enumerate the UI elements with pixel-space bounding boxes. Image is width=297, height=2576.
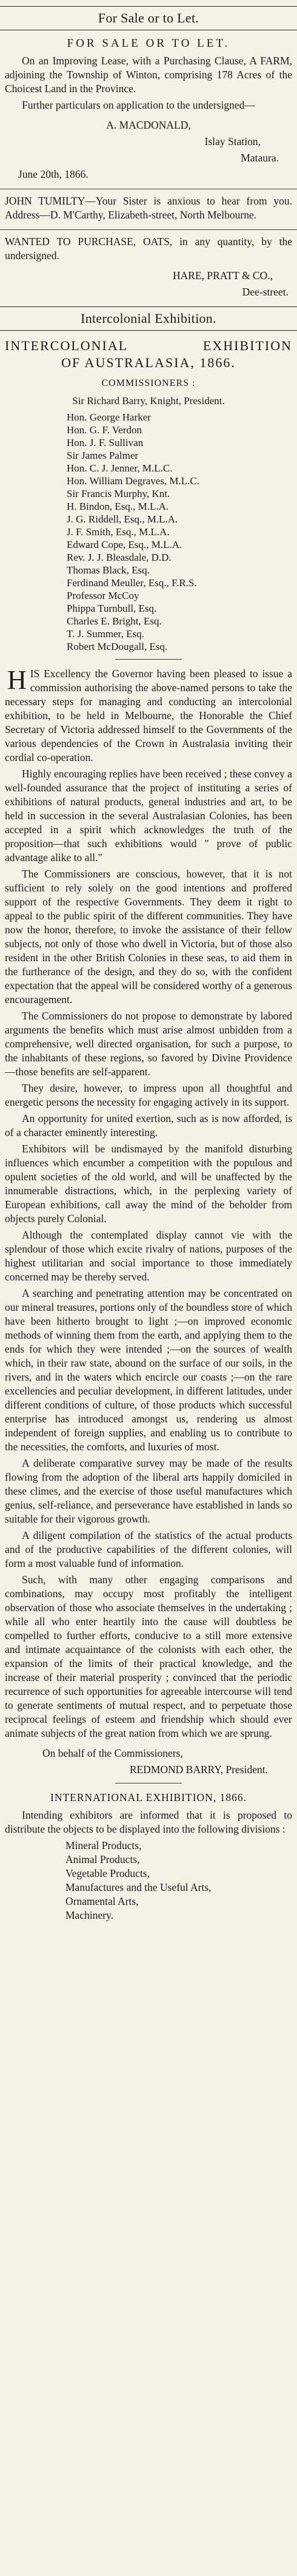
tumilty-ad-text: JOHN TUMILTY—Your Sister is anxious to hear from you. Address—D. M'Carthy, Elizabeth-street, North Melbourne. — [5, 195, 292, 221]
division-item: Ornamental Arts, — [65, 1895, 139, 1907]
address-paragraph: The Commissioners do not propose to demonstrate by labored arguments the benefits which must arise almost unbidden from a comprehensive, well directed organisation, for such a purpose, to the inhabitants of these regions, so favored by Divine Providence—those benefits are self-apparent. — [5, 1010, 292, 1078]
commissioner-name: Ferdinand Meuller, Esq., F.R.S. — [67, 577, 197, 589]
sale-ad-body: On an Improving Lease, with a Purchasing Clause, A FARM, adjoining the Township of Winton, comprising 178 Acres of the Choicest Land in the Province. — [5, 55, 292, 95]
intercolonial-title — [0, 338, 297, 371]
address-paragraph: Although the contemplated display cannot vie with the splendour of those which excite rivalry of nations, purposes of the highest utilitarian and social importance to those immediately concerned may be thereby served. — [5, 1229, 292, 1283]
international-intro: Intending exhibitors are informed that it is proposed to distribute the objects to be displayed into the following divisions : — [5, 1809, 292, 1835]
commissioners-label: COMMISSIONERS : — [101, 378, 196, 388]
address-paragraph: They desire, however, to impress upon all thoughtful and energetic persons the necessity for engaging actively in its support. — [5, 1082, 292, 1108]
wanted-ad-title: WANTED TO PURCHASE, OATS, in any quantity, by the undersigned. — [5, 235, 292, 262]
sale-ad-title: FOR SALE OR TO LET. — [67, 37, 230, 50]
sale-ad-signer: A. MACDONALD, — [106, 119, 191, 131]
intercolonial-header — [0, 306, 297, 331]
commissioners-list — [0, 411, 297, 653]
redmond-barry-signer: REDMOND BARRY, President. — [129, 1763, 268, 1776]
commissioner-name: J. F. Smith, Esq., M.L.A. — [67, 526, 170, 538]
commissioner-name: Hon. William Degraves, M.L.C. — [67, 475, 200, 487]
commissioner-name: T. J. Summer, Esq. — [67, 628, 144, 640]
commissioner-name: Hon. George Harker — [67, 411, 151, 423]
sale-ad — [0, 36, 297, 181]
address-paragraph: A searching and penetrating attention may be concentrated on our mineral treasures, portions only of the boundless store of which have been hitherto brought to light ;—on improved economic methods of winning them from the earth, and applying them to the ends for which they were intended ;—on the sources of wealth which, in their raw state, abound on the surface of our soils, in the rivers, and in the waters which encircle our coasts ;—on the rare excellencies and peculiar development, in different latitudes, under different conditions of culture, of those products which successful enterprise has introduced amongst us, rendering us almost independent of foreign supplies, and enabling us to contribute to the necessities, the comforts, and luxuries of most. — [5, 1287, 292, 1453]
commissioner-name: Rev. J. J. Bleasdale, D.D. — [67, 552, 172, 563]
address-paragraph: The Commissioners are conscious, however, that it is not sufficient to rely solely on the good intentions and proffered support of the respective Governments. They deem it right to appeal to the public spirit of the different communities. They have now the honor, therefore, to invoke the assistance of their fellow subjects, not only of those who dwell in Victoria, but of those also resident in the other British Colonies in these seas, to aid them in the furtherance of the design, and they do so, with the confident expectation that the appeal will be considered worthy of a generous encouragement. — [5, 868, 292, 1006]
address-body — [0, 667, 297, 1740]
tumilty-ad — [0, 194, 297, 222]
division-item: Mineral Products, — [65, 1839, 142, 1851]
commissioner-name: Edward Cope, Esq., M.L.A. — [67, 539, 182, 550]
address-paragraph: Such, with many other engaging comparisons and combinations, may occupy most profitably the intelligent observation of those who associate themselves in the undertaking ; while all who enter heartily into the cause will doubtless be compelled to further efforts, conducive to a still more extensive and intimate acquaintance of the colonists with each other, the expansion of the limits of their practical knowledge, and the increase of their material prosperity ; convinced that the periodic recurrence of such opportunities for agreeable intercourse will tend to generate sentiments of mutual respect, and to perpetuate those reciprocal feelings of esteem and friendship which should ever animate subjects of the great nation from which we are sprung. — [5, 1574, 292, 1739]
commissioner-name: Sir James Palmer — [67, 450, 139, 461]
address-paragraph: An opportunity for united exertion, such as is now afforded, is of a character eminently interesting. — [5, 1112, 292, 1138]
president-line: Sir Richard Barry, Knight, President. — [72, 395, 225, 407]
international-title: INTERNATIONAL EXHIBITION, 1866. — [50, 1791, 247, 1804]
commissioner-name: Thomas Black, Esq. — [67, 564, 150, 576]
commissioner-name: Charles E. Bright, Esq. — [67, 615, 162, 627]
wanted-ad-place: Dee-street. — [242, 286, 289, 298]
wanted-ad-signer: HARE, PRATT & CO., — [173, 269, 273, 282]
commissioner-name: Hon. G. F. Verdon — [67, 424, 142, 436]
drop-cap: H — [7, 665, 27, 695]
commissioner-name: Professor McCoy — [67, 590, 139, 601]
commissioner-name: J. G. Riddell, Esq., M.L.A. — [67, 513, 178, 525]
division-item: Animal Products, — [65, 1853, 140, 1865]
address-paragraph: A diligent compilation of the statistics of the actual products and of the productive capabilities of the different colonies, will form a most valuable fund of information. — [5, 1529, 292, 1569]
address-paragraph: Exhibitors will be undismayed by the manifold disturbing influences which encumber a competition with the populous and opulent societies of the old world, and will be unaffected by the innumerable distractions, which, in the perplexing variety of European exhibitions, call away the mind of the beholder from objects purely Colonial. — [5, 1143, 292, 1225]
sale-section-header — [0, 6, 297, 30]
divider — [115, 659, 182, 660]
commissioner-name: Sir Francis Murphy, Knt. — [67, 488, 170, 499]
address-paragraph: Highly encouraging replies have been received ; these convey a well-founded assurance that the project of instituting a series of exhibitions of natural products, general industries and art, to be held in succession in the several Australasian Colonies, has been accepted in a spirit which acknowledges the truth of the proposition—that such exhibitions would " prove of public advantage alike to all." — [5, 768, 292, 864]
sale-ad-further: Further particulars on application to the undersigned— — [22, 99, 255, 111]
divisions-list — [0, 1839, 297, 1922]
sale-section-title: For Sale or to Let. — [98, 10, 199, 25]
division-item: Vegetable Products, — [65, 1867, 150, 1879]
address-paragraph: HIS Excellency the Governor having been pleased to issue a commission authorising the above-named persons to take the necessary steps for managing and conducting an intercolonial exhibition, to be held in Melbourne, the Honorable the Chief Secretary of Victoria addressed himself to the Governments of the various dependencies of the Crown in Australasia inviting their cordial co-operation. — [5, 665, 292, 763]
sale-ad-date: June 20th, 1866. — [18, 168, 88, 180]
commissioner-name: Robert McDougall, Esq. — [67, 641, 168, 652]
commissioner-name: H. Bindon, Esq., M.L.A. — [67, 501, 169, 512]
international-block — [0, 1791, 297, 1922]
address-paragraph: A deliberate comparative survey may be made of the results flowing from the adoption of the liberal arts happily domiciled in these climes, and the exercise of those useful manufactures which genius, self-reliance, and perseverance have established in lands so suitable for their vigorous growth. — [5, 1457, 292, 1525]
exhibition-title-line2: OF AUSTRALASIA, 1866. — [61, 355, 236, 370]
sale-ad-place2: Mataura. — [241, 152, 279, 164]
commissioner-name: Hon. J. F. Sullivan — [67, 437, 144, 448]
behalf-line: On behalf of the Commissioners, — [42, 1747, 183, 1759]
commissioners-sign-off — [0, 1746, 297, 1777]
intercolonial-section-title: Intercolonial Exhibition. — [81, 311, 216, 326]
commissioners-block — [0, 378, 297, 653]
wanted-ad — [0, 235, 297, 299]
exhibition-title-line1: INTERCOLONIAL EXHIBITION — [5, 338, 292, 353]
commissioner-name: Hon. C. J. Jenner, M.L.C. — [67, 462, 173, 474]
divider — [0, 229, 297, 230]
commissioner-name: Phippa Turnbull, Esq. — [67, 603, 157, 614]
division-item: Machinery. — [65, 1909, 114, 1921]
division-item: Manufactures and the Useful Arts, — [65, 1881, 212, 1893]
sale-ad-place1: Islay Station, — [204, 135, 261, 147]
